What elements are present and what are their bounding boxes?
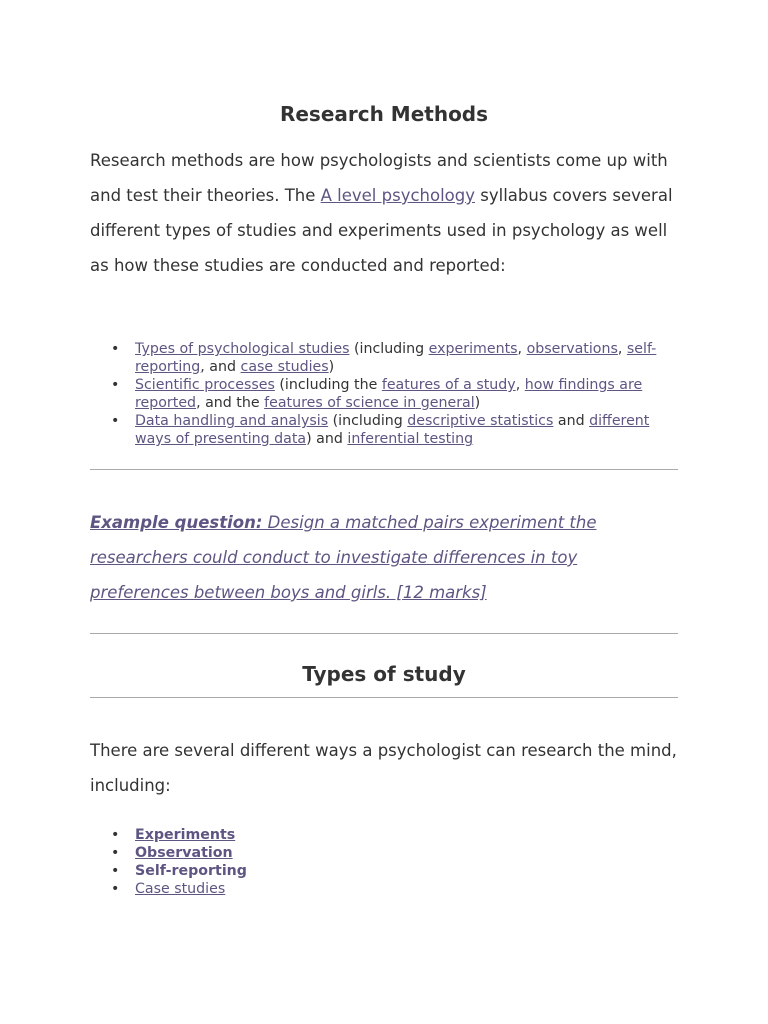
intro-text-before: Research methods are how psychologists and scientists come up with and test their theories. The [90, 151, 668, 205]
observations-link[interactable]: observations [526, 341, 618, 357]
types-of-studies-link[interactable]: Types of psychological studies [135, 341, 350, 357]
findings-reported-link[interactable]: how findings are reported [135, 377, 643, 411]
list-item [90, 340, 678, 376]
case-studies-link[interactable]: Case studies [135, 881, 226, 897]
list-text: (including the [274, 377, 382, 393]
topics-list [90, 340, 678, 448]
observation-link[interactable]: Observation [135, 845, 233, 861]
list-text: , [515, 377, 525, 393]
list-text: (including [328, 413, 408, 429]
study-types-list [90, 826, 678, 898]
list-item [90, 826, 678, 844]
example-question [90, 505, 678, 610]
list-text: ) [474, 395, 481, 411]
experiments-link[interactable]: experiments [428, 341, 518, 357]
intro-paragraph [90, 143, 678, 283]
experiments-link[interactable]: Experiments [135, 827, 236, 843]
divider [90, 469, 678, 470]
features-of-a-study-link[interactable]: features of a study [381, 377, 516, 393]
intro-text-after: syllabus covers several different types of studies and experiments used in psychology as well as how these studies are conducted and reported: [90, 186, 673, 275]
page-title: Research Methods [279, 102, 489, 126]
list-item [90, 412, 678, 448]
list-text: ) [328, 359, 335, 375]
section-intro: There are several different ways a psychologist can research the mind, including: [90, 741, 677, 795]
descriptive-statistics-link[interactable]: descriptive statistics [407, 413, 554, 429]
divider [90, 697, 678, 698]
scientific-processes-link[interactable]: Scientific processes [135, 377, 275, 393]
list-item [90, 376, 678, 412]
inferential-testing-link[interactable]: inferential testing [347, 431, 474, 447]
list-item [90, 862, 678, 880]
example-question-link[interactable] [90, 513, 596, 602]
list-text: ) and [306, 431, 348, 447]
list-item [90, 844, 678, 862]
list-text: (including [349, 341, 429, 357]
divider [90, 633, 678, 634]
features-of-science-link[interactable]: features of science in general [264, 395, 475, 411]
list-item [90, 880, 678, 898]
a-level-psychology-link[interactable]: A level psychology [320, 186, 476, 205]
data-handling-link[interactable]: Data handling and analysis [135, 413, 329, 429]
case-studies-link[interactable]: case studies [240, 359, 329, 375]
list-text: , [517, 341, 527, 357]
self-reporting-text: Self-reporting [135, 863, 247, 879]
section-title: Types of study [302, 662, 466, 686]
list-text: , and the [196, 395, 265, 411]
example-question-label: Example question: [90, 513, 263, 532]
presenting-data-link[interactable]: different ways of presenting data [135, 413, 650, 447]
list-text: and [553, 413, 590, 429]
list-text: , [617, 341, 627, 357]
self-reporting-link[interactable]: self-reporting [135, 341, 657, 375]
list-text: , and [200, 359, 241, 375]
example-question-text: Design a matched pairs experiment the researchers could conduct to investigate differences in toy preferences between boys and girls. [12 marks] [90, 513, 597, 602]
